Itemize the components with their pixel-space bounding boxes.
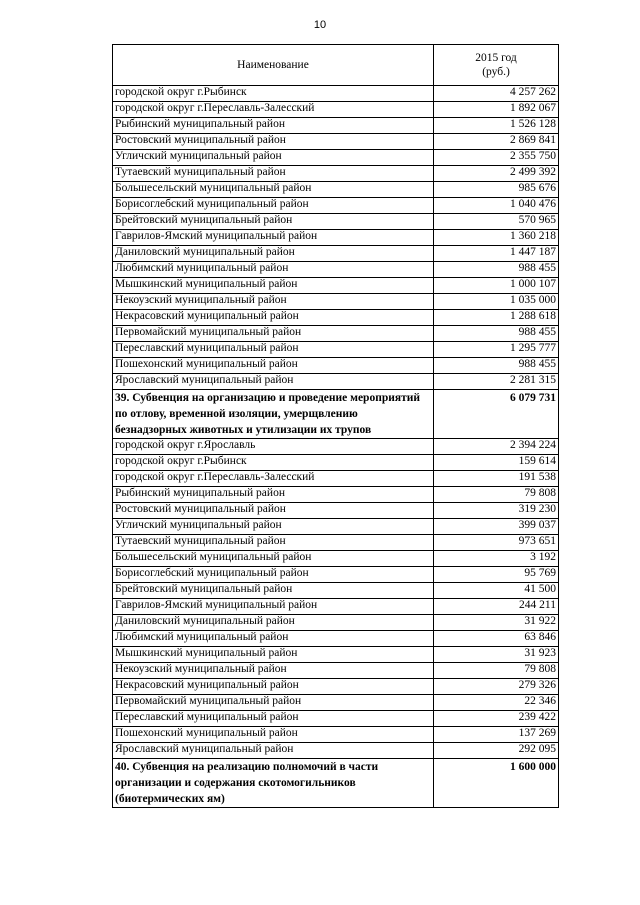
table-row [113,246,559,262]
amount-value: 244 211 [434,599,559,615]
municipality-name: Тутаевский муниципальный район [113,166,434,182]
amount-value: 63 846 [434,631,559,647]
table-row [113,679,559,695]
municipality-name: Гаврилов-Ямский муниципальный район [113,599,434,615]
municipality-name: Пошехонский муниципальный район [113,358,434,374]
municipality-name: Большесельский муниципальный район [113,551,434,567]
municipality-name: Любимский муниципальный район [113,631,434,647]
amount-value: 1 892 067 [434,102,559,118]
amount-value: 2 869 841 [434,134,559,150]
amount-value: 988 455 [434,326,559,342]
amount-value: 985 676 [434,182,559,198]
municipality-name: Брейтовский муниципальный район [113,214,434,230]
table-row [113,583,559,599]
municipality-name: Первомайский муниципальный район [113,326,434,342]
municipality-name: Некоузский муниципальный район [113,294,434,310]
name-column-header: Наименование [113,45,434,86]
table-row [113,214,559,230]
municipality-name: Переславский муниципальный район [113,711,434,727]
amount-value: 570 965 [434,214,559,230]
municipality-name: городской округ г.Рыбинск [113,86,434,102]
table-row [113,567,559,583]
amount-value: 159 614 [434,455,559,471]
section-row [113,390,559,439]
table-row [113,182,559,198]
section-total: 1 600 000 [434,759,559,808]
amount-value: 22 346 [434,695,559,711]
section-row [113,759,559,808]
table-row [113,551,559,567]
table-row [113,471,559,487]
municipality-name: Угличский муниципальный район [113,519,434,535]
table-row [113,519,559,535]
table-row [113,134,559,150]
municipality-name: Первомайский муниципальный район [113,695,434,711]
currency-label: (руб.) [482,66,510,78]
amount-value: 1 295 777 [434,342,559,358]
amount-value: 988 455 [434,358,559,374]
table-row [113,166,559,182]
amount-value: 988 455 [434,262,559,278]
page-number: 10 [313,19,327,31]
table-row [113,342,559,358]
amount-value: 137 269 [434,727,559,743]
municipality-name: Гаврилов-Ямский муниципальный район [113,230,434,246]
amount-value: 1 360 218 [434,230,559,246]
municipality-name: Даниловский муниципальный район [113,246,434,262]
table-header-row [113,45,559,86]
section-total: 6 079 731 [434,390,559,439]
municipality-name: Любимский муниципальный район [113,262,434,278]
table-row [113,118,559,134]
table-body [113,86,559,808]
table-row [113,615,559,631]
table-row [113,310,559,326]
table-row [113,439,559,455]
table-row [113,150,559,166]
municipality-name: Мышкинский муниципальный район [113,278,434,294]
municipality-name: городской округ г.Ярославль [113,439,434,455]
year-column-header [434,45,559,86]
year-label: 2015 год [475,52,517,64]
municipality-name: Мышкинский муниципальный район [113,647,434,663]
table-row [113,711,559,727]
table-row [113,487,559,503]
table-row [113,102,559,118]
amount-value: 1 447 187 [434,246,559,262]
amount-value: 2 281 315 [434,374,559,390]
municipality-name: городской округ г.Переславль-Залесский [113,102,434,118]
amount-value: 3 192 [434,551,559,567]
table-row [113,294,559,310]
municipality-name: Некоузский муниципальный район [113,663,434,679]
table-row [113,230,559,246]
municipality-name: городской округ г.Переславль-Залесский [113,471,434,487]
amount-value: 41 500 [434,583,559,599]
municipality-name: Большесельский муниципальный район [113,182,434,198]
table-row [113,86,559,102]
municipality-name: Ярославский муниципальный район [113,374,434,390]
municipality-name: Тутаевский муниципальный район [113,535,434,551]
municipality-name: Некрасовский муниципальный район [113,310,434,326]
table-row [113,695,559,711]
table-row [113,535,559,551]
municipality-name: Некрасовский муниципальный район [113,679,434,695]
amount-value: 79 808 [434,487,559,503]
table-row [113,358,559,374]
amount-value: 1 000 107 [434,278,559,294]
amount-value: 239 422 [434,711,559,727]
amount-value: 292 095 [434,743,559,759]
municipality-name: Борисоглебский муниципальный район [113,198,434,214]
municipality-name: Переславский муниципальный район [113,342,434,358]
municipality-name: городской округ г.Рыбинск [113,455,434,471]
amount-value: 973 651 [434,535,559,551]
table-row [113,663,559,679]
amount-value: 4 257 262 [434,86,559,102]
budget-table [112,44,559,808]
amount-value: 31 922 [434,615,559,631]
amount-value: 191 538 [434,471,559,487]
municipality-name: Ростовский муниципальный район [113,134,434,150]
amount-value: 1 040 476 [434,198,559,214]
municipality-name: Ростовский муниципальный район [113,503,434,519]
municipality-name: Борисоглебский муниципальный район [113,567,434,583]
amount-value: 31 923 [434,647,559,663]
amount-value: 2 499 392 [434,166,559,182]
table-row [113,743,559,759]
table-row [113,326,559,342]
amount-value: 2 394 224 [434,439,559,455]
table-row [113,374,559,390]
section-title: 39. Субвенция на организацию и проведение мероприятий по отлову, временной изоляции, умерщвлению безнадзорных животных и утилизации их трупов [113,390,434,439]
table-row [113,631,559,647]
amount-value: 79 808 [434,663,559,679]
table-row [113,647,559,663]
amount-value: 279 326 [434,679,559,695]
amount-value: 1 526 128 [434,118,559,134]
amount-value: 319 230 [434,503,559,519]
municipality-name: Даниловский муниципальный район [113,615,434,631]
amount-value: 95 769 [434,567,559,583]
table-row [113,198,559,214]
municipality-name: Пошехонский муниципальный район [113,727,434,743]
table-row [113,278,559,294]
municipality-name: Рыбинский муниципальный район [113,118,434,134]
municipality-name: Угличский муниципальный район [113,150,434,166]
table-row [113,455,559,471]
municipality-name: Рыбинский муниципальный район [113,487,434,503]
municipality-name: Брейтовский муниципальный район [113,583,434,599]
amount-value: 399 037 [434,519,559,535]
table-row [113,503,559,519]
table-row [113,262,559,278]
section-title: 40. Субвенция на реализацию полномочий в части организации и содержания скотомогильников (биотермических ям) [113,759,434,808]
amount-value: 2 355 750 [434,150,559,166]
amount-value: 1 035 000 [434,294,559,310]
amount-value: 1 288 618 [434,310,559,326]
table-row [113,727,559,743]
municipality-name: Ярославский муниципальный район [113,743,434,759]
table-row [113,599,559,615]
